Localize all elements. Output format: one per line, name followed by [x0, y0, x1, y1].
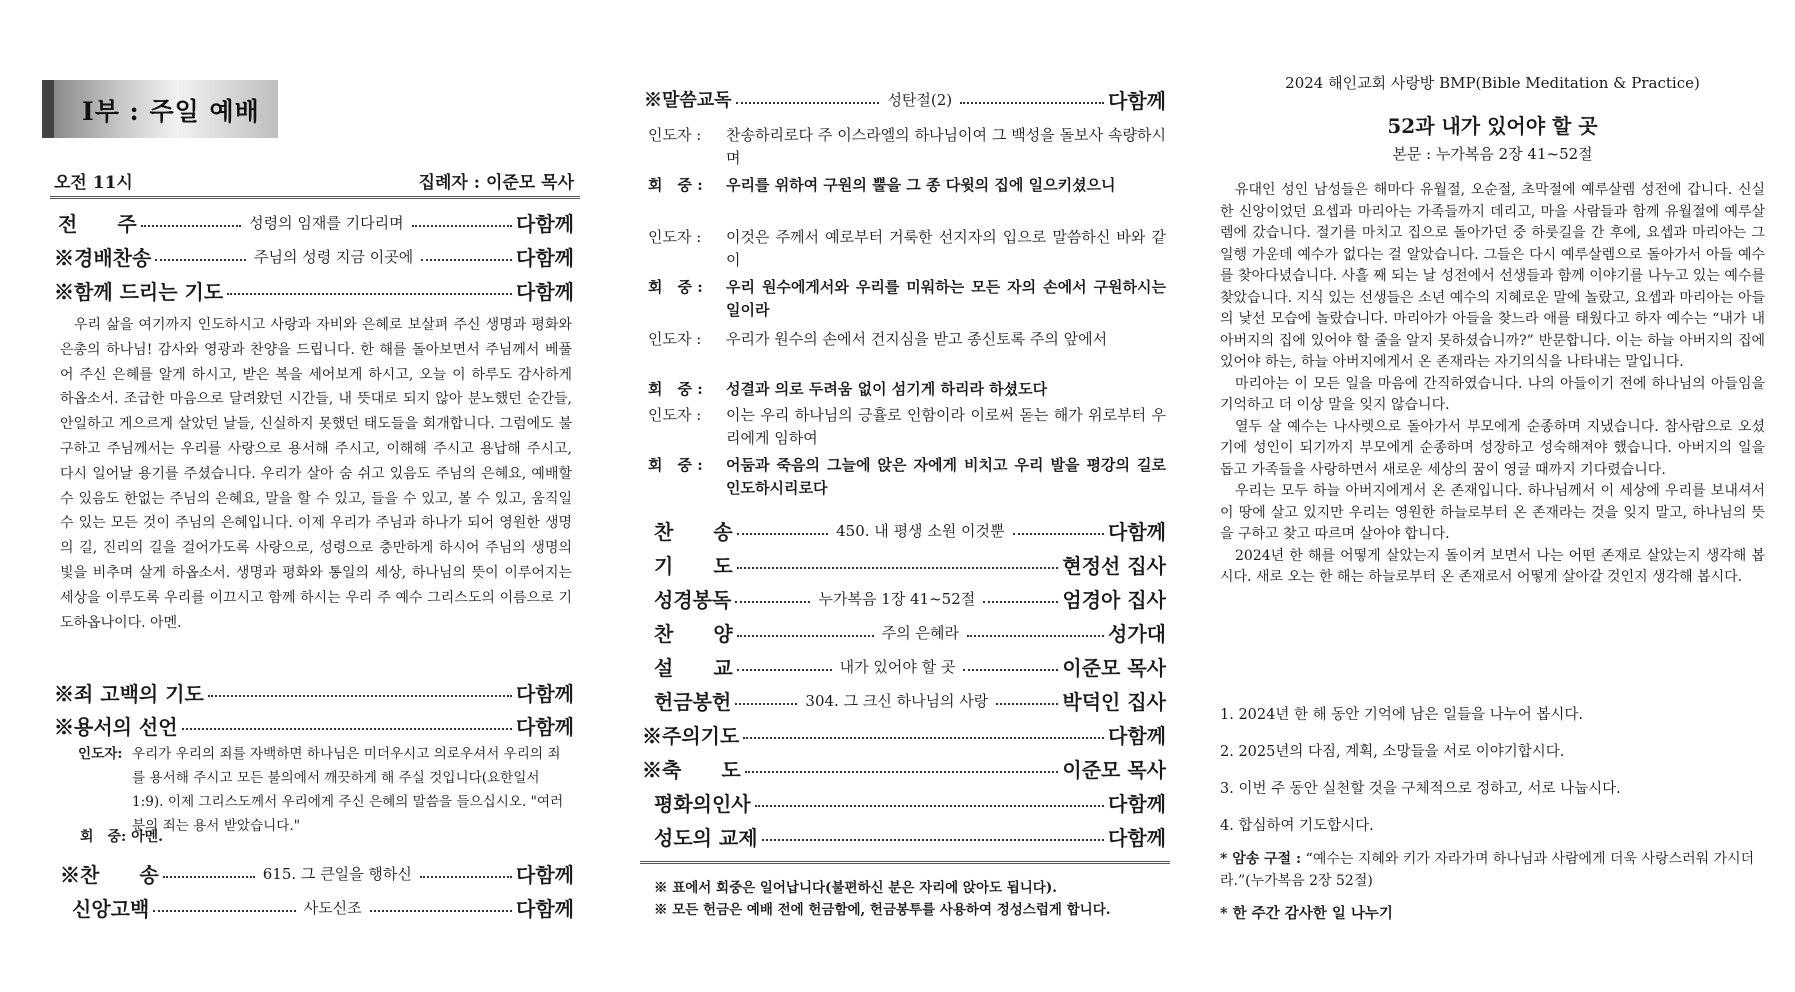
order-detail: 615. 그 큰일을 행하신: [262, 864, 412, 883]
responsive-line: [648, 174, 1166, 197]
order-leader: 이준모 목사: [1062, 757, 1166, 782]
responsive-speaker: 회 중 :: [648, 176, 703, 194]
order-row-benediction: [642, 753, 1166, 783]
order-leader: 다함께: [516, 279, 574, 304]
responsive-line: [648, 276, 1166, 322]
order-leader: 다함께: [1108, 88, 1166, 113]
leader-dots: [182, 728, 512, 730]
memory-verse-label: * 암송 구절 :: [1220, 851, 1302, 867]
responsive-speaker: 인도자 :: [648, 406, 702, 424]
leader-dots: [983, 601, 1058, 603]
order-leader: 다함께: [516, 211, 575, 236]
leader-dots: [737, 567, 1059, 569]
responsive-text: 이는 우리 하나님의 긍휼로 인함이라 이로써 돋는 해가 위로부터 우리에게 임하여: [726, 406, 1166, 447]
order-row-creed: [72, 892, 574, 922]
order-name: 헌금봉헌: [654, 689, 732, 714]
absolution-label: 인도자:: [78, 746, 123, 762]
responsive-line: [648, 454, 1166, 500]
discussion-question: 1. 2024년 한 해 동안 기억에 남은 일들을 나누어 봅시다.: [1220, 707, 1583, 723]
leader-dots: [227, 293, 512, 295]
order-leader: 현정선 집사: [1062, 553, 1166, 578]
service-time: 오전 11시: [54, 173, 133, 193]
memory-verse-text: “예수는 지혜와 키가 자라가며 하나님과 사람에게 더욱 사랑스러워 가시더라.”(누가복음 2장 52절): [1220, 851, 1755, 889]
order-row-anthem: [654, 617, 1166, 647]
order-row-hymn2: [654, 515, 1166, 545]
meditation-paragraph: 마리아는 이 모든 일을 마음에 간직하였습니다. 나의 아들이기 전에 하나님의 아들임을 기억하고 더 이상 말을 잊지 않습니다.: [1220, 375, 1765, 413]
order-row-praise: [54, 241, 574, 271]
footer-divider: [640, 861, 1170, 864]
order-name: ※경배찬송: [54, 245, 152, 270]
responsive-text: 어둠과 죽음의 그늘에 앉은 자에게 비치고 우리 발을 평강의 길로 인도하시리로다: [726, 456, 1166, 497]
leader-dots: [762, 839, 1104, 841]
order-leader: 다함께: [1108, 519, 1167, 544]
common-prayer-text: 우리 삶을 여기까지 인도하시고 사랑과 자비와 은혜로 보살펴 주신 생명과 평화와 은총의 하나님! 감사와 영광과 찬양을 드립니다. 한 해를 돌아보면서 주님께서 베풀어 주신 은혜를 알게 하시고, 받은 복을 세어보게 하시고, 오늘 이 하루도 감사하게 하옵소서. 조급한 마음으로 달려왔던 시간들, 내 뜻대로 되지 않아 분노했던 순간들, 안일하고 게으르게 살았던 날들, 신실하지 못했던 태도들을 회개합니다. 그럼에도 불구하고 주님께서는 우리를 사랑으로 용서해 주시고, 이해해 주시고 용납해 주시고, 다시 일어날 용기를 주셨습니다. 우리가 살아 숨 쉬고 있음도 주님의 은혜요, 예배할 수 있음도 한없는 주님의 은혜요, 말을 할 수 있고, 들을 수 있고, 볼 수 있고, 움직일 수 있는 모든 것이 주님의 은혜입니다. 이제 우리가 주님과 하나가 되어 영원한 생명의 길, 진리의 길을 걸어가도록 사랑으로, 성령으로 충만하게 하시어 주님의 생명의 빛을 비추며 살게 하옵소서. 생명과 평화와 통일의 세상, 하나님의 뜻이 이루어지는 세상을 이루도록 우리를 이끄시고 함께 하시는 우리 주 예수 그리스도의 이름으로 기도하옵나이다. 아멘.: [60, 317, 572, 631]
series-title: 2024 해인교회 사랑방 BMP(Bible Meditation & Practice): [1285, 74, 1700, 92]
order-leader: 엄경아 집사: [1062, 587, 1166, 612]
order-name: 찬 송: [654, 519, 733, 544]
responsive-text: 찬송하리로다 주 이스라엘의 하나님이여 그 백성을 돌보사 속량하시며: [726, 126, 1166, 167]
order-row-scripture: [654, 583, 1166, 613]
order-detail: 사도신조: [303, 898, 362, 917]
order-leader: 다함께: [1108, 791, 1166, 816]
lesson-title: 52과 내가 있어야 할 곳: [1387, 114, 1598, 138]
leader-dots: [963, 669, 1058, 671]
order-row-absolution: [54, 710, 574, 740]
order-name: 기 도: [654, 553, 733, 578]
absolution-block: [78, 742, 573, 838]
order-row-prelude: [58, 207, 574, 237]
order-row-confession: [54, 677, 574, 707]
footer-note: ※ 모든 헌금은 예배 전에 헌금함에, 헌금봉투를 사용하여 정성스럽게 합니다.: [654, 902, 1111, 918]
responsive-line: [648, 328, 1166, 351]
leader-dots: [420, 876, 512, 878]
order-row-responsive-reading: [644, 84, 1166, 114]
order-row-common-prayer: [54, 275, 574, 305]
leader-dots: [737, 533, 829, 535]
order-detail: 내가 있어야 할 곳: [839, 657, 956, 676]
order-row-prayer: [654, 549, 1166, 579]
memory-verse: [1220, 848, 1765, 892]
order-name: 평화의인사: [654, 791, 751, 816]
order-leader: 다함께: [516, 714, 574, 739]
order-leader: 다함께: [516, 245, 574, 270]
leader-dots: [735, 601, 810, 603]
order-detail: 주님의 성령 지금 이곳에: [254, 247, 414, 266]
order-row-fellowship: [654, 821, 1166, 851]
leader-dots: [1013, 533, 1105, 535]
order-name: 전 주: [58, 211, 137, 236]
responsive-line: [648, 404, 1166, 450]
order-name: 신앙고백: [72, 896, 150, 921]
part-title: I부 : 주일 예배: [82, 97, 260, 126]
responsive-text: 성결과 의로 두려움 없이 섬기게 하리라 하셨도다: [726, 380, 1048, 398]
order-row-peace-greeting: [654, 787, 1166, 817]
leader-dots: [737, 635, 874, 637]
leader-dots: [208, 695, 512, 697]
order-name: 설 교: [654, 655, 733, 680]
order-row-sermon: [654, 651, 1166, 681]
order-name: ※용서의 선언: [54, 714, 178, 739]
leader-dots: [736, 102, 880, 104]
responsive-speaker: 회 중 :: [648, 278, 703, 296]
order-name: ※죄 고백의 기도: [54, 681, 204, 706]
order-leader: 성가대: [1108, 621, 1167, 646]
order-row-lords-prayer: [642, 719, 1166, 749]
responsive-line: [648, 124, 1166, 170]
leader-dots: [735, 703, 797, 705]
leader-dots: [755, 805, 1104, 807]
leader-dots: [421, 259, 512, 261]
order-detail: 450. 내 평생 소원 이것뿐: [836, 521, 1005, 540]
order-name: 성경봉독: [654, 587, 732, 612]
lesson-passage: 본문 : 누가복음 2장 41~52절: [1392, 145, 1593, 163]
order-leader: 다함께: [516, 862, 574, 887]
discussion-question: 2. 2025년의 다짐, 계획, 소망들을 서로 이야기합시다.: [1220, 744, 1565, 760]
responsive-speaker: 인도자 :: [648, 330, 702, 348]
leader-dots: [745, 771, 1059, 773]
order-name: ※축 도: [642, 757, 741, 782]
responsive-speaker: 회 중 :: [648, 456, 703, 474]
leader-dots: [412, 225, 512, 227]
meditation-body: [1220, 180, 1765, 589]
order-name: ※함께 드리는 기도: [54, 279, 224, 304]
time-presider-row: [50, 166, 580, 199]
meditation-paragraph: 유대인 성인 남성들은 해마다 유월절, 오순절, 초막절에 예루살렘 성전에 갑니다. 신실한 신앙이었던 요셉과 마리아는 가족들까지 데리고, 마을 사람들과 함께 유월절에 예루살렘에 갔습니다. 절기를 마치고 집으로 돌아가던 중 하룻길을 간 후에, 요셉과 마리아는 그 일행 가운데 예수가 없다는 걸 알았습니다. 그들은 다시 예루살렘으로 돌아가서 아들 예수를 찾아다녔습니다. 사흘 째 되는 날 성전에서 선생들과 함께 이야기를 나누고 있는 예수를 찾았습니다. 지식 있는 선생들은 소년 예수의 지혜로운 말에 놀랐고, 요셉과 마리아는 아들의 낯선 모습에 놀랐습니다. 마리아가 아들을 찾느라 애를 태웠다고 하자 예수는 “내가 내 아버지의 집에 있어야 할 줄을 알지 못하셨습니까?” 반문합니다. 이는 하늘 아버지의 집에 있어야 하는, 하늘 아버지에게서 온 존재라는 자기의식을 나타내는 말입니다.: [1220, 182, 1765, 370]
responsive-speaker: 인도자 :: [648, 228, 702, 246]
order-leader: 박덕인 집사: [1062, 689, 1166, 714]
order-detail: 성탄절(2): [887, 90, 953, 109]
responsive-text: 우리 원수에게서와 우리를 미워하는 모든 자의 손에서 구원하시는 일이라: [726, 278, 1166, 319]
leader-dots: [153, 910, 295, 912]
leader-dots: [370, 910, 512, 912]
absolution-text: 우리가 우리의 죄를 자백하면 하나님은 미더우시고 의로우셔서 우리의 죄를 용서해 주시고 모든 불의에서 깨끗하게 해 주실 것입니다(요한일서 1:9). 이제 그리스도께서 우리에게 주신 은혜의 말씀을 들으십시오. "여러분의 죄는 용서 받았습니다.": [132, 746, 564, 834]
meditation-paragraph: 우리는 모두 하늘 아버지에게서 온 존재입니다. 하나님께서 이 세상에 우리를 보내셔서 이 땅에 살고 있지만 우리는 영원한 하늘로부터 온 존재라는 것을 잊지 말고, 하나님의 뜻을 구하고 찾고 따르며 살아야 합니다.: [1220, 483, 1766, 542]
order-row-hymn: [60, 858, 574, 888]
leader-dots: [737, 669, 832, 671]
leader-dots: [996, 703, 1058, 705]
responsive-text: 우리가 원수의 손에서 건지심을 받고 종신토록 주의 앞에서: [726, 330, 1108, 348]
footer-note: ※ 표에서 회중은 일어납니다(불편하신 분은 자리에 앉아도 됩니다).: [654, 880, 1057, 896]
order-leader: 다함께: [516, 681, 574, 706]
presider: 집례자 : 이준모 목사: [418, 173, 574, 193]
order-name: ※말씀교독: [644, 90, 732, 111]
meditation-paragraph: 2024년 한 해를 어떻게 살았는지 돌이켜 보면서 나는 어떤 존재로 살았는지 생각해 봅시다. 새로 오는 한 해는 하늘로부터 온 존재로서 어떻게 살아갈 것인지 생각해 봅시다.: [1220, 547, 1765, 585]
discussion-question: 4. 합심하여 기도합시다.: [1220, 818, 1374, 834]
leader-dots: [163, 876, 255, 878]
responsive-text: 이것은 주께서 예로부터 거룩한 선지자의 입으로 말씀하신 바와 같이: [726, 228, 1166, 269]
thanks-sharing: * 한 주간 감사한 일 나누기: [1220, 905, 1393, 922]
order-leader: 다함께: [1108, 825, 1166, 850]
leader-dots: [141, 225, 241, 227]
order-name: ※찬 송: [60, 862, 159, 887]
responsive-line: [648, 226, 1166, 272]
responsive-speaker: 회 중 :: [648, 380, 703, 398]
order-name: 찬 양: [654, 621, 733, 646]
leader-dots: [155, 259, 246, 261]
discussion-question: 3. 이번 주 동안 실천할 것을 구체적으로 정하고, 서로 나눕시다.: [1220, 781, 1621, 797]
order-leader: 다함께: [1108, 723, 1166, 748]
order-name: ※주의기도: [642, 723, 740, 748]
order-row-offering: [654, 685, 1166, 715]
meditation-paragraph: 열두 살 예수는 나사렛으로 돌아가서 부모에게 순종하며 지냈습니다. 참사람으로 오셨기에 성인이 되기까지 부모에게 순종하며 성장하고 성숙해져야 했습니다. 아버지의 일을 돕고 가족들을 사랑하면서 새로운 세상의 꿈이 영글 때까지 기다렸습니다.: [1220, 418, 1765, 478]
order-leader: 이준모 목사: [1062, 655, 1166, 680]
leader-dots: [967, 635, 1104, 637]
leader-dots: [743, 737, 1104, 739]
order-detail: 성령의 임재를 기다리며: [249, 213, 404, 232]
congregation-response: 회 중: 아멘.: [80, 829, 164, 845]
order-name: 성도의 교제: [654, 825, 758, 850]
order-detail: 누가복음 1장 41~52절: [818, 589, 976, 608]
order-leader: 다함께: [516, 896, 574, 921]
order-detail: 주의 은혜라: [881, 623, 959, 642]
part-banner: [42, 80, 278, 138]
responsive-line: [648, 378, 1166, 401]
leader-dots: [960, 102, 1104, 104]
order-detail: 304. 그 크신 하나님의 사랑: [805, 691, 989, 710]
responsive-text: 우리를 위하여 구원의 뿔을 그 종 다윗의 집에 일으키셨으니: [726, 176, 1116, 194]
responsive-speaker: 인도자 :: [648, 126, 702, 144]
